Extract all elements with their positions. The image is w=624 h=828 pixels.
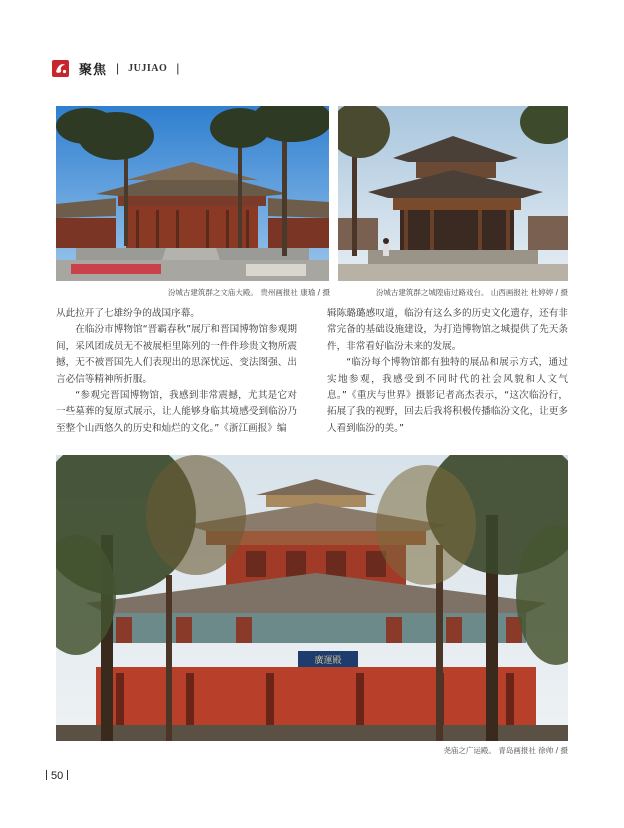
section-title-pinyin: JUJIAO [128,62,168,74]
section-title: 聚焦 [79,62,108,78]
article-column-right [327,306,568,437]
page-number-bar-left [46,770,47,780]
publication-logo-icon [52,60,69,77]
photo-guangyun-hall [56,455,568,741]
page-number-footer [42,770,72,782]
hall-name-board: 廣運殿 [314,656,342,666]
page-number-bar-right [67,770,68,780]
article-column-left [56,306,297,437]
article-paragraph: “临汾每个博物馆都有独特的展品和展示方式，通过实地参观，我感受到不同时代的社会风貌和人文气息。”《重庆与世界》摄影记者高杰表示，“这次临汾行，拓展了我的视野，回去后我将积极传播临汾文化，让更多人看到临汾的美。” [327,357,568,434]
article-paragraph: 在临汾市博物馆“晋霸春秋”展厅和晋国博物馆参观期间，采风团成员无不被展柜里陈列的一件件珍贵文物所震撼，无不被晋国先人们表现出的思深忧远、变法图强、出言必信等精神所折服。 [56,324,297,385]
page-number: 50 [51,770,64,782]
photo-wenmiao-hall [56,106,329,281]
photo-caption: 汾城古建筑群之文庙大殿。 贵州画报社 康瑜 / 摄 [167,288,330,297]
header-divider-end: | [176,61,180,75]
photo-opera-stage [338,106,568,281]
photo-caption: 尧庙之广运殿。 青岛画报社 徐帅 / 摄 [443,746,568,755]
photo-caption: 汾城古建筑群之城隍庙过路戏台。 山西画报社 杜婷婷 / 摄 [375,288,568,297]
header-divider: | [116,61,120,75]
section-header [52,58,188,78]
article-paragraph: “参观完晋国博物馆，我感到非常震撼，尤其是它对一些墓葬的复原式展示，让人能够身临其境感受到临汾乃至整个山西悠久的历史和灿烂的文化。”《浙江画报》编 [56,390,297,434]
article-paragraph: 辑陈璐璐感叹道，临汾有这么多的历史文化遗存，还有非常完备的基础设施建设，为打造博物馆之城提供了先天条件，非常看好临汾未来的发展。 [327,308,568,352]
article-paragraph: 从此拉开了七雄纷争的战国序幕。 [56,308,200,319]
